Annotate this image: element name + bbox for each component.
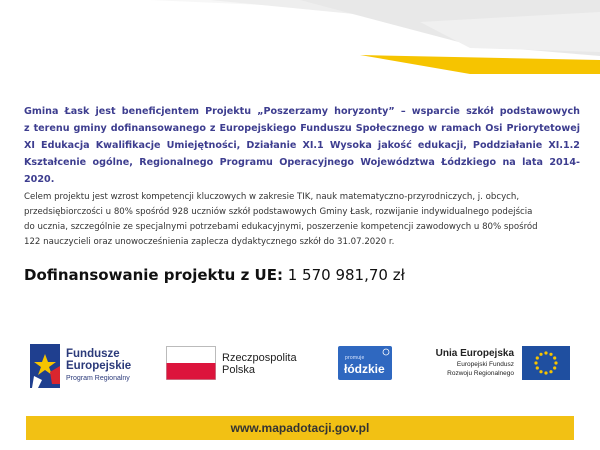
rp-line2: Polska: [222, 364, 256, 376]
lodzkie-main-text: łódzkie: [344, 362, 385, 376]
body-line: Celem projektu jest wzrost kompetencji kluczowych w zakresie TIK, nauk matematyczno-przyrodniczych, j. obcych,: [24, 192, 520, 202]
project-heading: [24, 103, 580, 188]
rp-name: [222, 352, 297, 376]
rp-line1: Rzeczpospolita: [222, 352, 297, 364]
funding-label: Dofinansowanie projektu z UE:: [24, 266, 283, 284]
top-decoration: [0, 0, 600, 80]
heading-line: Gmina Łask jest beneficjentem Projektu „Poszerzamy horyzonty” – wsparcie szkół podstawowych: [24, 106, 580, 117]
ue-title: Unia Europejska: [435, 348, 514, 359]
ue-sub1: Europejski Fundusz: [456, 361, 514, 368]
lodzkie-top-text: promuje: [345, 355, 365, 361]
lodzkie-logo: [338, 340, 394, 390]
fundusze-europejskie-logo: [30, 340, 160, 390]
fe-line2: Europejskie: [66, 360, 132, 372]
fe-line1: Fundusze: [66, 348, 120, 360]
footer-url-link[interactable]: www.mapadotacji.gov.pl: [230, 421, 370, 435]
footer-bar: [26, 416, 574, 440]
fe-subtitle: Program Regionalny: [66, 375, 130, 382]
unia-europejska-logo: [424, 340, 574, 390]
body-line: 122 nauczycieli oraz unowocześnienia zaplecza dydaktycznego szkół do 31.07.2020 r.: [24, 237, 395, 247]
body-line: przedsiębiorczości u 80% spośród 928 uczniów szkół podstawowych Gminy Łask, rozwijanie indywidualnego podejścia: [24, 207, 533, 217]
eu-flag-icon: [522, 346, 570, 380]
project-description: [24, 190, 580, 250]
body-line: do ucznia, szczególnie ze specjalnymi potrzebami edukacyjnymi, poszerzenie kompetencji zawodowych u 80% spośród: [24, 222, 538, 232]
logo-strip: [0, 340, 600, 400]
funding-value: 1 570 981,70 zł: [287, 266, 405, 284]
fe-star-icon: [30, 344, 62, 388]
ue-sub2: Rozwoju Regionalnego: [447, 370, 514, 377]
ue-text-block: [424, 348, 514, 378]
heading-line: z terenu gminy dofinansowanego z Europejskiego Funduszu Społecznego w ramach Osi Priorytetowej: [24, 123, 580, 134]
heading-line: XI Edukacja Kwalifikacje Umiejętności, Działanie XI.1 Wysoka jakość edukacji, Poddziałanie XI.1.2: [24, 140, 580, 151]
heading-line: Kształcenie ogólne, Regionalnego Programu Operacyjnego Województwa Łódzkiego na lata 2014-2020.: [24, 157, 580, 185]
rzeczpospolita-logo: [166, 340, 316, 390]
funding-amount: [24, 266, 405, 284]
fe-name: [66, 348, 131, 372]
polish-flag-icon: [166, 346, 216, 380]
